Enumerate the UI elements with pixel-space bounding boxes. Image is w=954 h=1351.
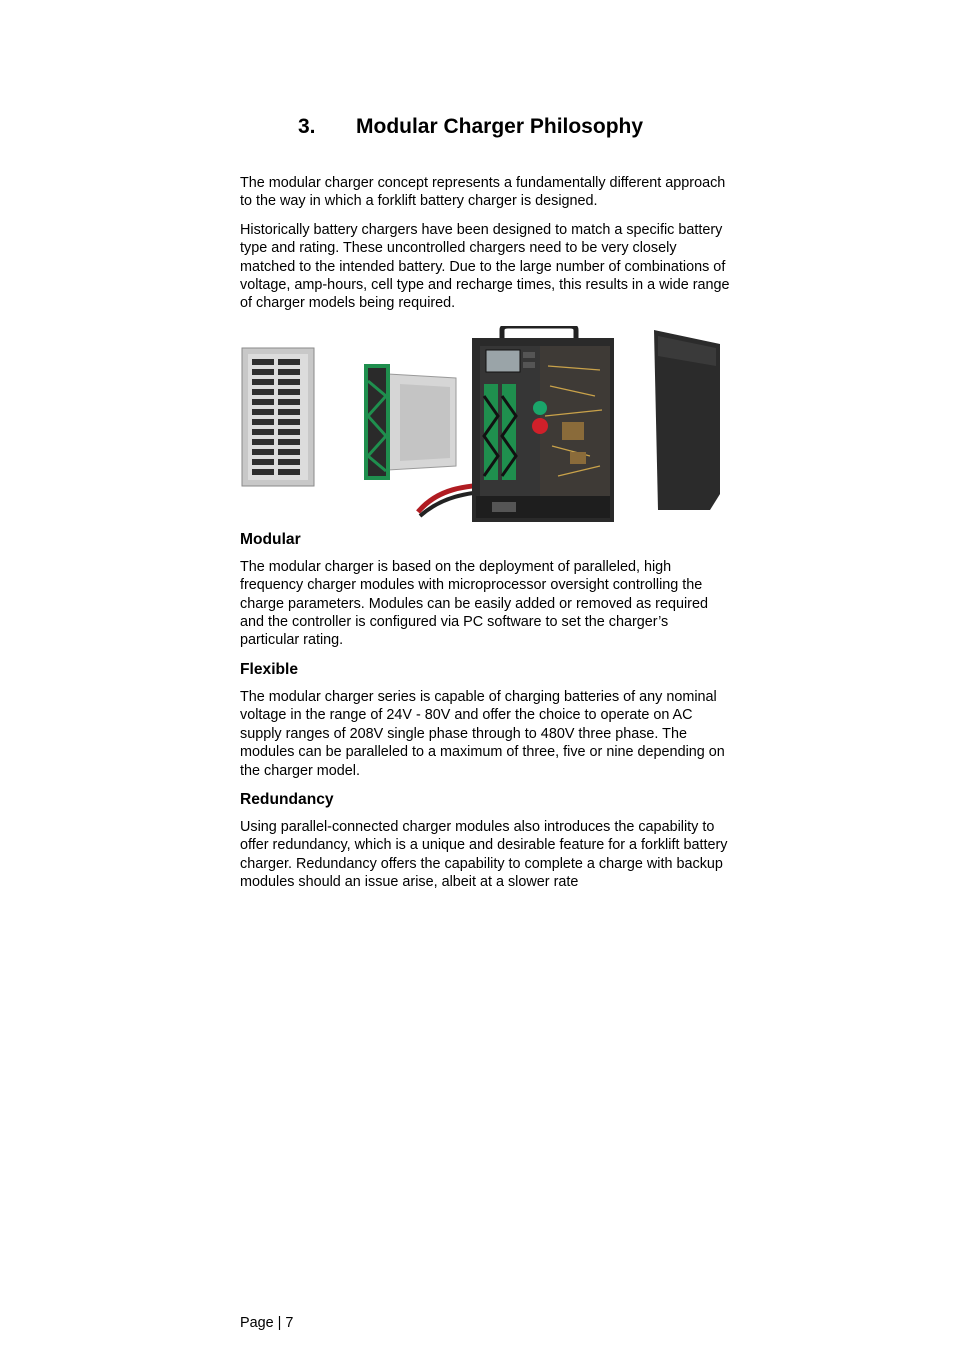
- section-heading: [298, 115, 643, 139]
- exploded-charger-photo: [240, 326, 724, 522]
- subheading-modular: Modular: [240, 530, 301, 548]
- paragraph-flexible: The modular charger series is capable of charging batteries of any nominal voltage in the range of 24V - 80V and offer the choice to operate on AC supply ranges of 208V single phase through to 480V three phase. The modules can be paralleled to a maximum of three, five or nine depending on the charger model.: [240, 688, 725, 779]
- charger-module: [364, 364, 456, 480]
- charger-cabinet: [472, 326, 614, 522]
- section-number: 3.: [298, 115, 316, 138]
- side-cover-panel: [654, 330, 720, 510]
- main-content: [240, 174, 730, 902]
- subheading-redundancy: Redundancy: [240, 790, 334, 808]
- charger-illustration: [240, 326, 724, 522]
- front-grille-panel: [242, 348, 314, 486]
- paragraph-redundancy: Using parallel-connected charger modules also introduces the capability to offer redundancy, which is a unique and desirable feature for a forklift battery charger. Redundancy offers the capability to complete a charge with backup modules should an issue arise, albeit at a slower rate: [240, 818, 728, 891]
- section-title-text: Modular Charger Philosophy: [356, 115, 644, 138]
- intro-paragraph-1: The modular charger concept represents a fundamentally different approach to the way in which a forklift battery charger is designed.: [240, 175, 726, 210]
- page-number: Page | 7: [240, 1315, 294, 1331]
- intro-paragraph-2: Historically battery chargers have been designed to match a specific battery type and rating. These uncontrolled chargers need to be very closely matched to the intended battery. Due to the large number of combinations of voltage, amp-hours, cell type and recharge times, this results in a wide range of charger models being required.: [240, 221, 730, 312]
- subheading-flexible: Flexible: [240, 660, 299, 678]
- paragraph-modular: The modular charger is based on the deployment of paralleled, high frequency charger modules with microprocessor oversight controlling the charge parameters. Modules can be easily added or removed as required and the controller is configured via PC software to set the charger’s particular rating.: [240, 558, 708, 649]
